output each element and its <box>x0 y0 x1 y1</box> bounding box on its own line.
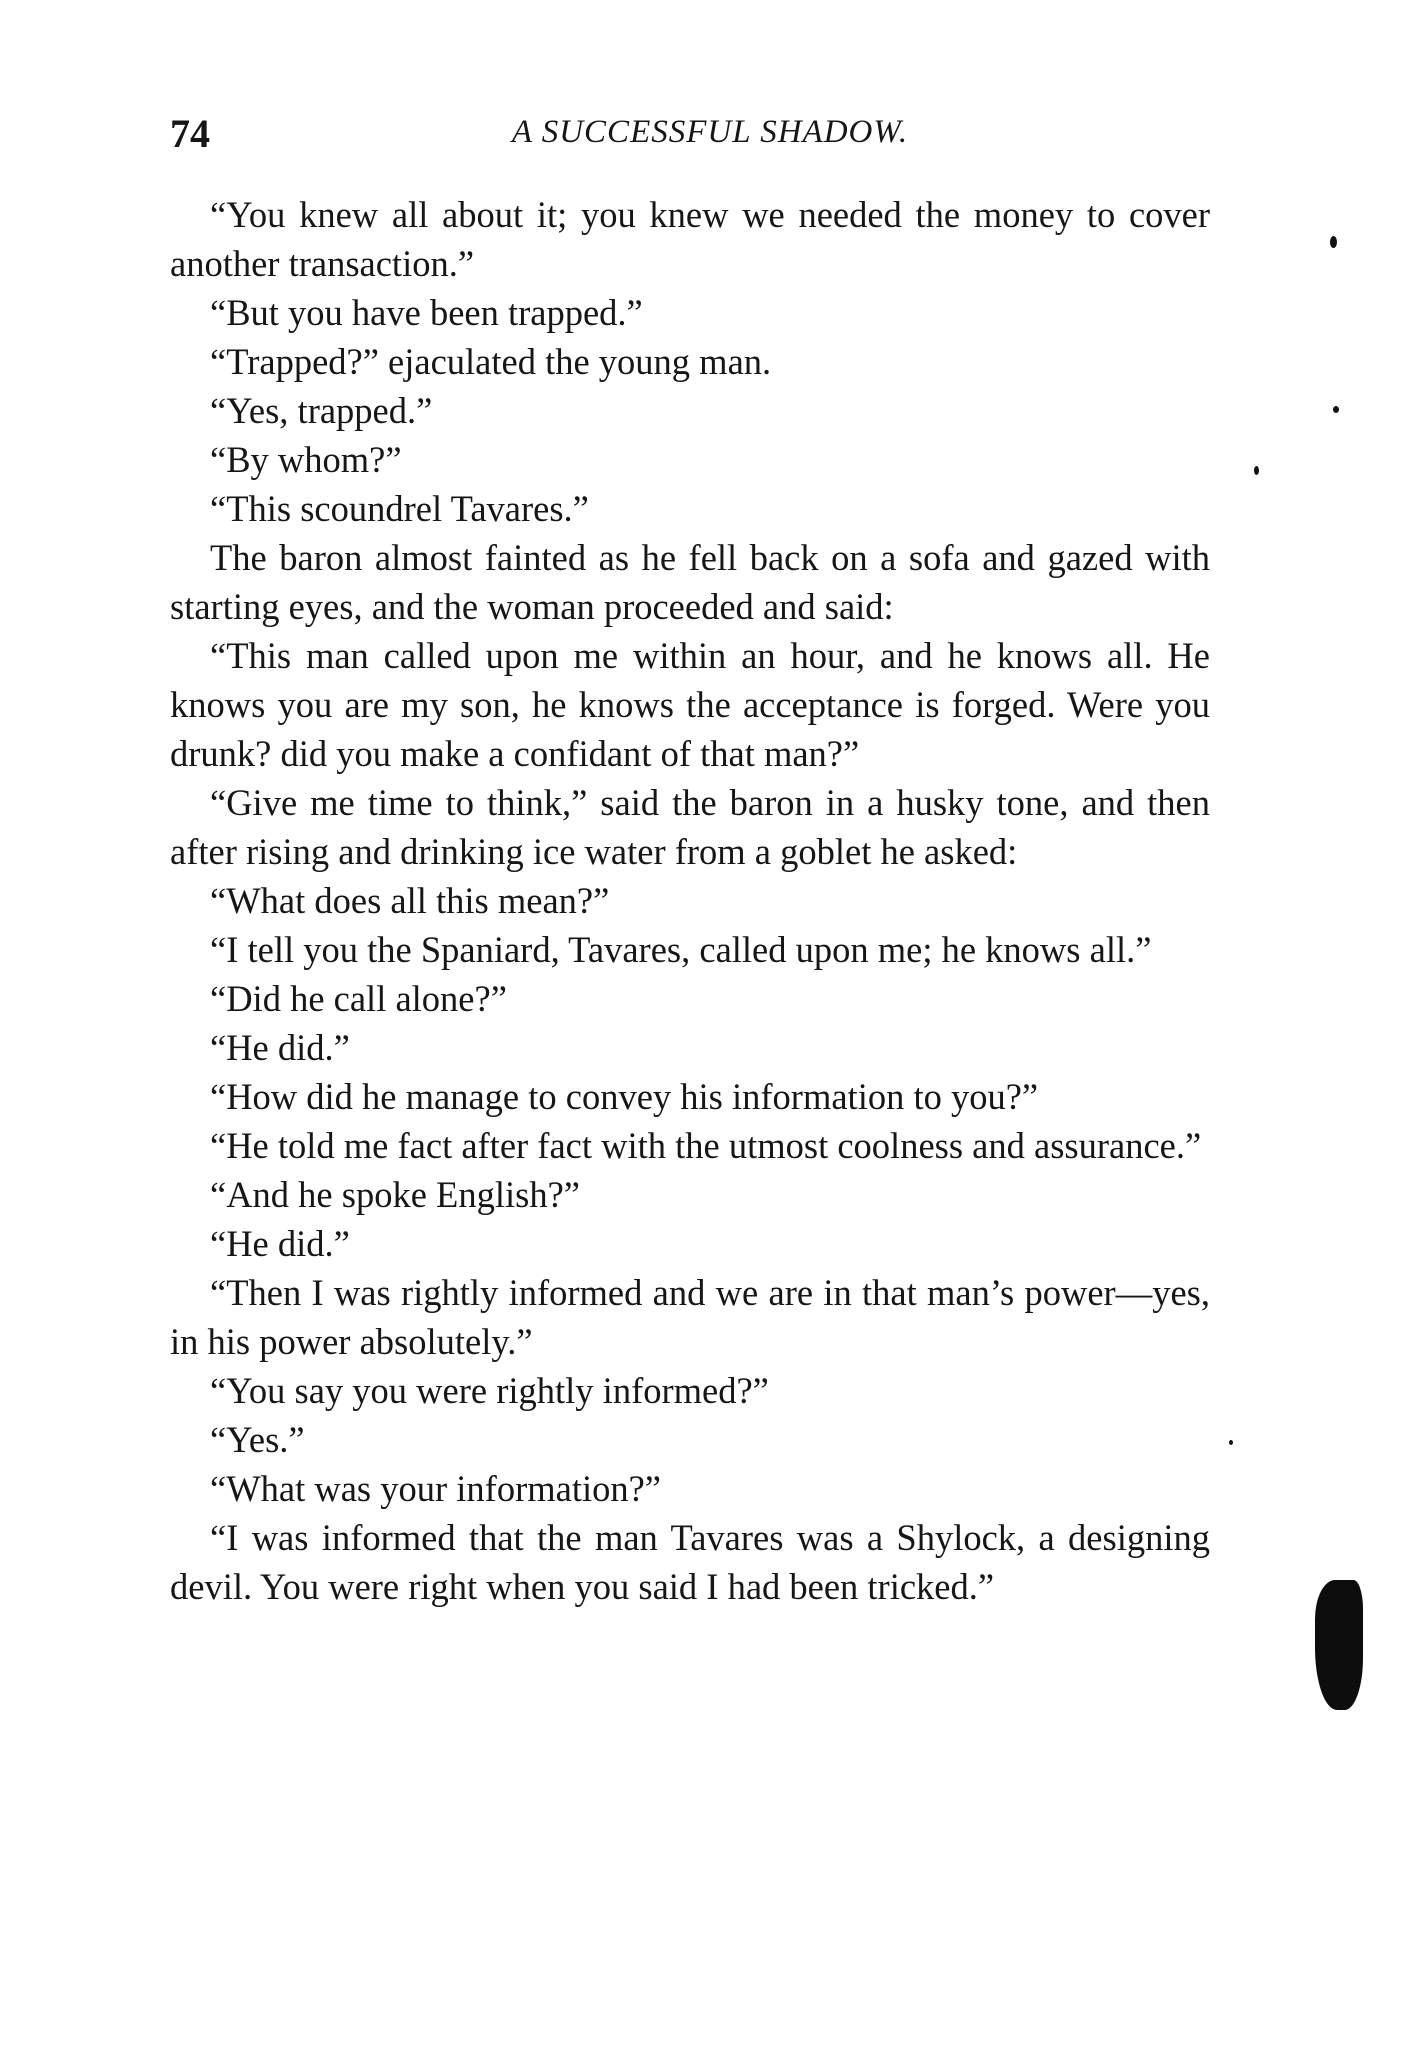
paragraph: “What does all this mean?” <box>210 880 610 921</box>
paragraph: The baron almost fainted as he fell back on a sofa and gazed with starting eyes, and the woman proceeded and said: <box>170 537 1210 627</box>
paragraph: “What was your information?” <box>210 1468 662 1509</box>
paragraph: “Yes, trapped.” <box>210 390 433 431</box>
paragraph: “But you have been trapped.” <box>210 292 643 333</box>
paragraph: “Trapped?” ejaculated the young man. <box>210 341 772 382</box>
running-title: A SUCCESSFUL SHADOW. <box>511 114 909 150</box>
paragraph: “And he spoke English?” <box>210 1174 580 1215</box>
running-head <box>170 110 1210 166</box>
paragraph: “This man called upon me within an hour, and he knows all. He knows you are my son, he knows the acceptance is forged. Were you drunk? did you make a confidant of that man?” <box>170 635 1210 774</box>
paragraph: “Give me time to think,” said the baron in a husky tone, and then after rising and drinking ice water from a goblet he asked: <box>170 782 1210 872</box>
paragraph: “By whom?” <box>210 439 402 480</box>
body-text <box>170 190 1210 1611</box>
ink-blot <box>1315 1580 1363 1710</box>
paragraph: “Did he call alone?” <box>210 978 507 1019</box>
ink-speck <box>1333 406 1339 413</box>
page-number: 74 <box>170 111 210 156</box>
paragraph: “I tell you the Spaniard, Tavares, called upon me; he knows all.” <box>210 929 1152 970</box>
ink-speck <box>1254 466 1259 475</box>
paragraph: “He told me fact after fact with the utmost coolness and assurance.” <box>210 1125 1202 1166</box>
paragraph: “This scoundrel Tavares.” <box>210 488 589 529</box>
ink-speck <box>1229 1440 1233 1445</box>
paragraph: “You say you were rightly informed?” <box>210 1370 769 1411</box>
paragraph: “He did.” <box>210 1223 350 1264</box>
paragraph: “Yes.” <box>210 1419 305 1460</box>
ink-speck <box>1330 236 1337 248</box>
paragraph: “He did.” <box>210 1027 350 1068</box>
paragraph: “How did he manage to convey his information to you?” <box>210 1076 1039 1117</box>
paragraph: “Then I was rightly informed and we are in that man’s power—yes, in his power absolutely.” <box>170 1272 1210 1362</box>
paragraph: “I was informed that the man Tavares was a Shylock, a designing devil. You were right when you said I had been tricked.” <box>170 1517 1210 1607</box>
paragraph: “You knew all about it; you knew we needed the money to cover another transaction.” <box>170 194 1210 284</box>
